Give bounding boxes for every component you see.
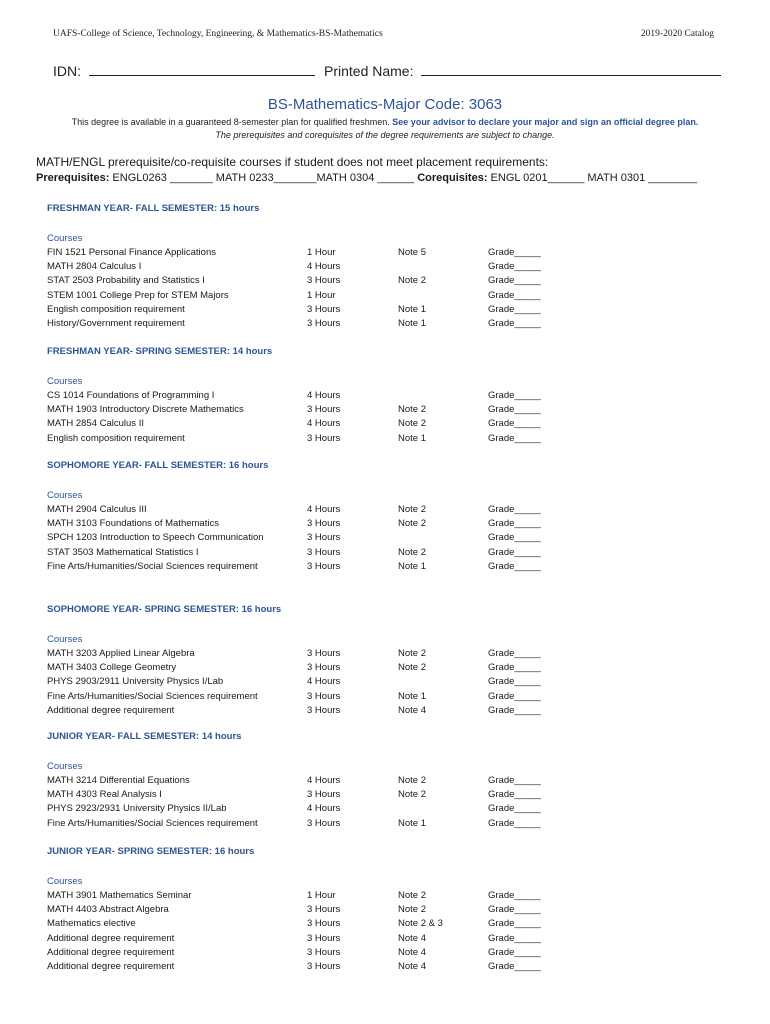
grade-blank[interactable]: Grade_____ — [488, 532, 541, 544]
course-name: MATH 1903 Introductory Discrete Mathematics — [47, 404, 244, 416]
course-row — [0, 775, 770, 789]
course-name: Additional degree requirement — [47, 961, 175, 972]
grade-blank[interactable]: Grade_____ — [488, 803, 541, 815]
grade-blank[interactable]: Grade_____ — [488, 961, 541, 972]
course-note: Note 1 — [398, 318, 426, 329]
course-row — [0, 662, 770, 676]
course-row — [0, 933, 770, 947]
semester-title: JUNIOR YEAR- FALL SEMESTER: 14 hours — [47, 731, 242, 742]
course-hours: 3 Hours — [307, 318, 341, 329]
course-name: MATH 3901 Mathematics Seminar — [47, 890, 192, 901]
printed-name-field[interactable] — [324, 63, 721, 79]
course-hours: 3 Hours — [307, 532, 341, 544]
placement-heading: MATH/ENGL prerequisite/co-requisite courses if student does not meet placement requirements: — [36, 155, 549, 169]
course-hours: 4 Hours — [307, 418, 341, 430]
grade-blank[interactable]: Grade_____ — [488, 504, 541, 515]
printed-name-blank[interactable] — [421, 63, 721, 76]
semester-title: FRESHMAN YEAR- SPRING SEMESTER: 14 hours — [47, 346, 273, 357]
course-name: Additional degree requirement — [47, 704, 175, 716]
grade-blank[interactable]: Grade_____ — [488, 904, 541, 916]
course-note: Note 2 — [398, 275, 426, 287]
grade-blank[interactable]: Grade_____ — [488, 817, 541, 829]
course-row — [0, 691, 770, 705]
courses-label: Courses — [47, 876, 83, 887]
course-name: STAT 3503 Mathematical Statistics I — [47, 546, 199, 558]
course-name: PHYS 2923/2931 University Physics II/Lab — [47, 803, 227, 815]
course-hours: 1 Hour — [307, 289, 336, 301]
course-note: Note 5 — [398, 247, 426, 258]
course-hours: 3 Hours — [307, 432, 341, 444]
course-note: Note 2 — [398, 404, 426, 416]
semester-title: SOPHOMORE YEAR- SPRING SEMESTER: 16 hours — [47, 604, 282, 615]
grade-blank[interactable]: Grade_____ — [488, 546, 541, 558]
course-note: Note 2 — [398, 418, 426, 430]
course-name: Fine Arts/Humanities/Social Sciences requirement — [47, 817, 258, 829]
course-hours: 4 Hours — [307, 803, 341, 815]
course-row — [0, 705, 770, 719]
course-note: Note 1 — [398, 690, 426, 702]
course-row — [0, 961, 770, 975]
course-hours: 3 Hours — [307, 560, 341, 572]
course-name: STEM 1001 College Prep for STEM Majors — [47, 289, 229, 301]
course-row — [0, 890, 770, 904]
semester-title: SOPHOMORE YEAR- FALL SEMESTER: 16 hours — [47, 460, 269, 471]
course-name: MATH 3103 Foundations of Mathematics — [47, 518, 219, 530]
grade-blank[interactable]: Grade_____ — [488, 318, 541, 329]
course-hours: 3 Hours — [307, 932, 341, 944]
course-hours: 3 Hours — [307, 518, 341, 530]
course-note: Note 1 — [398, 432, 426, 444]
course-note: Note 2 — [398, 904, 426, 916]
course-row — [0, 247, 770, 261]
page-title: BS-Mathematics-Major Code: 3063 — [267, 96, 503, 113]
course-row — [0, 404, 770, 418]
course-name: Mathematics elective — [47, 918, 136, 930]
courses-label: Courses — [47, 233, 83, 244]
course-note: Note 2 — [398, 518, 426, 530]
grade-blank[interactable]: Grade_____ — [488, 518, 541, 530]
grade-blank[interactable]: Grade_____ — [488, 303, 541, 315]
grade-blank[interactable]: Grade_____ — [488, 418, 541, 430]
course-row — [0, 803, 770, 817]
course-hours: 3 Hours — [307, 275, 341, 287]
course-hours: 3 Hours — [307, 904, 341, 916]
course-note: Note 1 — [398, 560, 426, 572]
course-note: Note 4 — [398, 932, 426, 944]
grade-blank[interactable]: Grade_____ — [488, 261, 541, 273]
advisor-note: See your advisor to declare your major and sign an official degree plan. — [392, 117, 699, 127]
course-name: MATH 3203 Applied Linear Algebra — [47, 648, 195, 659]
course-hours: 4 Hours — [307, 504, 341, 515]
course-note: Note 4 — [398, 946, 426, 958]
grade-blank[interactable]: Grade_____ — [488, 289, 541, 301]
course-name: History/Government requirement — [47, 318, 185, 329]
course-hours: 4 Hours — [307, 390, 341, 401]
course-hours: 3 Hours — [307, 546, 341, 558]
placement-requirements — [36, 172, 697, 184]
grade-blank[interactable]: Grade_____ — [488, 890, 541, 901]
course-hours: 1 Hour — [307, 247, 336, 258]
grade-blank[interactable]: Grade_____ — [488, 432, 541, 444]
course-note: Note 4 — [398, 704, 426, 716]
course-note: Note 2 — [398, 648, 426, 659]
course-row — [0, 904, 770, 918]
idn-label: IDN: — [53, 63, 81, 79]
course-name: MATH 2904 Calculus III — [47, 504, 147, 515]
course-row — [0, 433, 770, 447]
course-name: MATH 3214 Differential Equations — [47, 775, 190, 786]
course-row — [0, 947, 770, 961]
grade-blank[interactable]: Grade_____ — [488, 662, 541, 674]
grade-blank[interactable]: Grade_____ — [488, 275, 541, 287]
course-hours: 3 Hours — [307, 789, 341, 801]
grade-blank[interactable]: Grade_____ — [488, 789, 541, 801]
grade-blank[interactable]: Grade_____ — [488, 690, 541, 702]
course-hours: 3 Hours — [307, 918, 341, 930]
course-row — [0, 261, 770, 275]
course-row — [0, 518, 770, 532]
course-note: Note 2 — [398, 504, 426, 515]
grade-blank[interactable]: Grade_____ — [488, 390, 541, 401]
courses-label: Courses — [47, 376, 83, 387]
course-name: English composition requirement — [47, 432, 185, 444]
degree-plan-note — [0, 117, 770, 127]
course-note: Note 4 — [398, 961, 426, 972]
course-name: FIN 1521 Personal Finance Applications — [47, 247, 216, 258]
catalog-year: 2019-2020 Catalog — [640, 29, 714, 39]
change-notice: The prerequisites and corequisites of the degree requirements are subject to change. — [215, 130, 555, 140]
course-name: Additional degree requirement — [47, 932, 175, 944]
course-name: MATH 4303 Real Analysis I — [47, 789, 162, 801]
course-row — [0, 547, 770, 561]
course-note: Note 2 — [398, 546, 426, 558]
course-name: PHYS 2903/2911 University Physics I/Lab — [47, 676, 224, 688]
grade-blank[interactable]: Grade_____ — [488, 704, 541, 716]
course-name: CS 1014 Foundations of Programming I — [47, 390, 215, 401]
grade-blank[interactable]: Grade_____ — [488, 918, 541, 930]
grade-blank[interactable]: Grade_____ — [488, 676, 541, 688]
semester-title: FRESHMAN YEAR- FALL SEMESTER: 15 hours — [47, 203, 260, 214]
course-row — [0, 789, 770, 803]
course-name: MATH 2854 Calculus II — [47, 418, 144, 430]
course-note: Note 2 — [398, 789, 426, 801]
course-name: Fine Arts/Humanities/Social Sciences requirement — [47, 690, 258, 702]
courses-label: Courses — [47, 490, 83, 501]
course-name: MATH 4403 Abstract Algebra — [47, 904, 169, 916]
course-hours: 4 Hours — [307, 676, 341, 688]
idn-field[interactable] — [53, 63, 315, 79]
course-row — [0, 504, 770, 518]
course-row — [0, 275, 770, 289]
coreq-courses: ENGL 0201______ MATH 0301 ________ — [487, 172, 698, 184]
grade-blank[interactable]: Grade_____ — [488, 932, 541, 944]
catalog-header-title: UAFS-College of Science, Technology, Engineering, & Mathematics-BS-Mathematics — [53, 29, 383, 39]
course-hours: 3 Hours — [307, 662, 341, 674]
course-hours: 3 Hours — [307, 961, 341, 972]
grade-blank[interactable]: Grade_____ — [488, 404, 541, 416]
course-note: Note 2 — [398, 662, 426, 674]
printed-name-label: Printed Name: — [324, 63, 414, 79]
grade-blank[interactable]: Grade_____ — [488, 775, 541, 786]
idn-blank[interactable] — [89, 63, 315, 76]
course-hours: 3 Hours — [307, 946, 341, 958]
course-hours: 3 Hours — [307, 704, 341, 716]
course-name: English composition requirement — [47, 303, 185, 315]
course-name: Fine Arts/Humanities/Social Sciences requirement — [47, 560, 258, 572]
courses-label: Courses — [47, 634, 83, 645]
course-row — [0, 676, 770, 690]
course-note: Note 1 — [398, 817, 426, 829]
course-hours: 1 Hour — [307, 890, 336, 901]
courses-label: Courses — [47, 761, 83, 772]
semester-title: JUNIOR YEAR- SPRING SEMESTER: 16 hours — [47, 846, 255, 857]
course-row — [0, 290, 770, 304]
course-row — [0, 918, 770, 932]
course-row — [0, 418, 770, 432]
course-hours: 4 Hours — [307, 261, 341, 273]
grade-blank[interactable]: Grade_____ — [488, 946, 541, 958]
course-row — [0, 318, 770, 332]
course-hours: 3 Hours — [307, 303, 341, 315]
course-name: SPCH 1203 Introduction to Speech Communication — [47, 532, 264, 544]
course-hours: 3 Hours — [307, 817, 341, 829]
course-name: MATH 3403 College Geometry — [47, 662, 177, 674]
grade-blank[interactable]: Grade_____ — [488, 560, 541, 572]
course-name: MATH 2804 Calculus I — [47, 261, 142, 273]
course-row — [0, 532, 770, 546]
degree-plan-note-text: This degree is available in a guaranteed 8-semester plan for qualified freshmen. — [71, 117, 393, 127]
course-hours: 3 Hours — [307, 404, 341, 416]
course-hours: 3 Hours — [307, 648, 341, 659]
course-name: STAT 2503 Probability and Statistics I — [47, 275, 205, 287]
prereq-courses: ENGL0263 _______ MATH 0233_______MATH 0304 ______ — [109, 172, 418, 184]
grade-blank[interactable]: Grade_____ — [488, 247, 541, 258]
prereq-label: Prerequisites: — [36, 172, 110, 184]
course-hours: 4 Hours — [307, 775, 341, 786]
course-row — [0, 818, 770, 832]
course-row — [0, 561, 770, 575]
course-row — [0, 648, 770, 662]
grade-blank[interactable]: Grade_____ — [488, 648, 541, 659]
course-hours: 3 Hours — [307, 690, 341, 702]
course-note: Note 2 — [398, 890, 426, 901]
coreq-label: Corequisites: — [417, 172, 488, 184]
course-note: Note 2 — [398, 775, 426, 786]
course-name: Additional degree requirement — [47, 946, 175, 958]
course-note: Note 1 — [398, 303, 426, 315]
course-row — [0, 390, 770, 404]
course-row — [0, 304, 770, 318]
course-note: Note 2 & 3 — [398, 918, 443, 930]
